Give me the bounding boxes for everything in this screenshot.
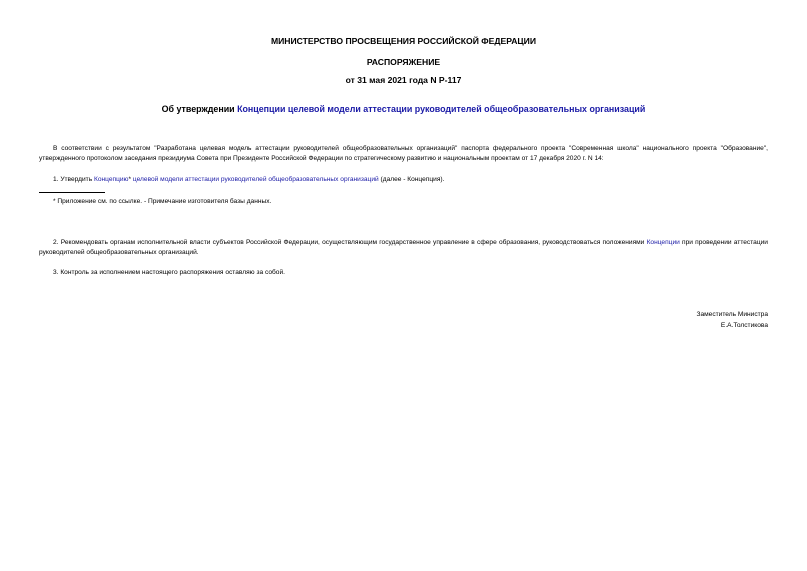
document-type: РАСПОРЯЖЕНИЕ — [366, 57, 441, 67]
concept-title-link[interactable]: целевой модели аттестации руководителей общеобразовательных организаций — [132, 176, 379, 183]
footnote-text: * Приложение см. по ссылке. - Примечание изготовителя базы данных. — [53, 198, 272, 205]
signatory-name: Е.А.Толстикова — [720, 322, 768, 329]
item-2-prefix: 2. Рекомендовать органам исполнительной власти субъектов Российской Федерации, осуществляющим государственное управление в сфере образования, руководствоваться положениями — [53, 239, 647, 246]
item-1-suffix: (далее - Концепция). — [378, 176, 445, 183]
footnote-marker: * — [128, 176, 132, 183]
ministry-name: МИНИСТЕРСТВО ПРОСВЕЩЕНИЯ РОССИЙСКОЙ ФЕДЕРАЦИИ — [270, 36, 537, 46]
footnote-divider — [39, 192, 105, 193]
concept-reference-link[interactable]: Концепции — [646, 239, 680, 246]
document-date-number: от 31 мая 2021 года N Р-117 — [345, 75, 462, 85]
item-1-paragraph — [39, 175, 768, 185]
preamble-paragraph: В соответствии с результатом "Разработана целевая модель аттестации руководителей общеобразовательных организаций" паспорта федерального проекта "Современная школа" национального проекта "Образование", утвержденного протоколом заседания президиума Совета при Президенте Российской Федерации по стратегическому развитию и национальным проектам от 17 декабря 2020 г. N 14: — [39, 145, 768, 162]
item-2-paragraph — [39, 238, 768, 258]
item-1-prefix: 1. Утвердить — [53, 176, 94, 183]
concept-link[interactable]: Концепцию — [93, 176, 129, 183]
item-3-paragraph: 3. Контроль за исполнением настоящего распоряжения оставляю за собой. — [53, 269, 285, 276]
subject-prefix: Об утверждении — [161, 104, 238, 114]
subject-concept-link[interactable]: Концепции целевой модели аттестации руководителей общеобразовательных организаций — [237, 104, 646, 114]
document-subject — [0, 104, 807, 115]
signatory-position: Заместитель Министра — [696, 311, 768, 318]
item-2-suffix: при проведении аттестации руководителей общеобразовательных организаций. — [39, 239, 768, 256]
